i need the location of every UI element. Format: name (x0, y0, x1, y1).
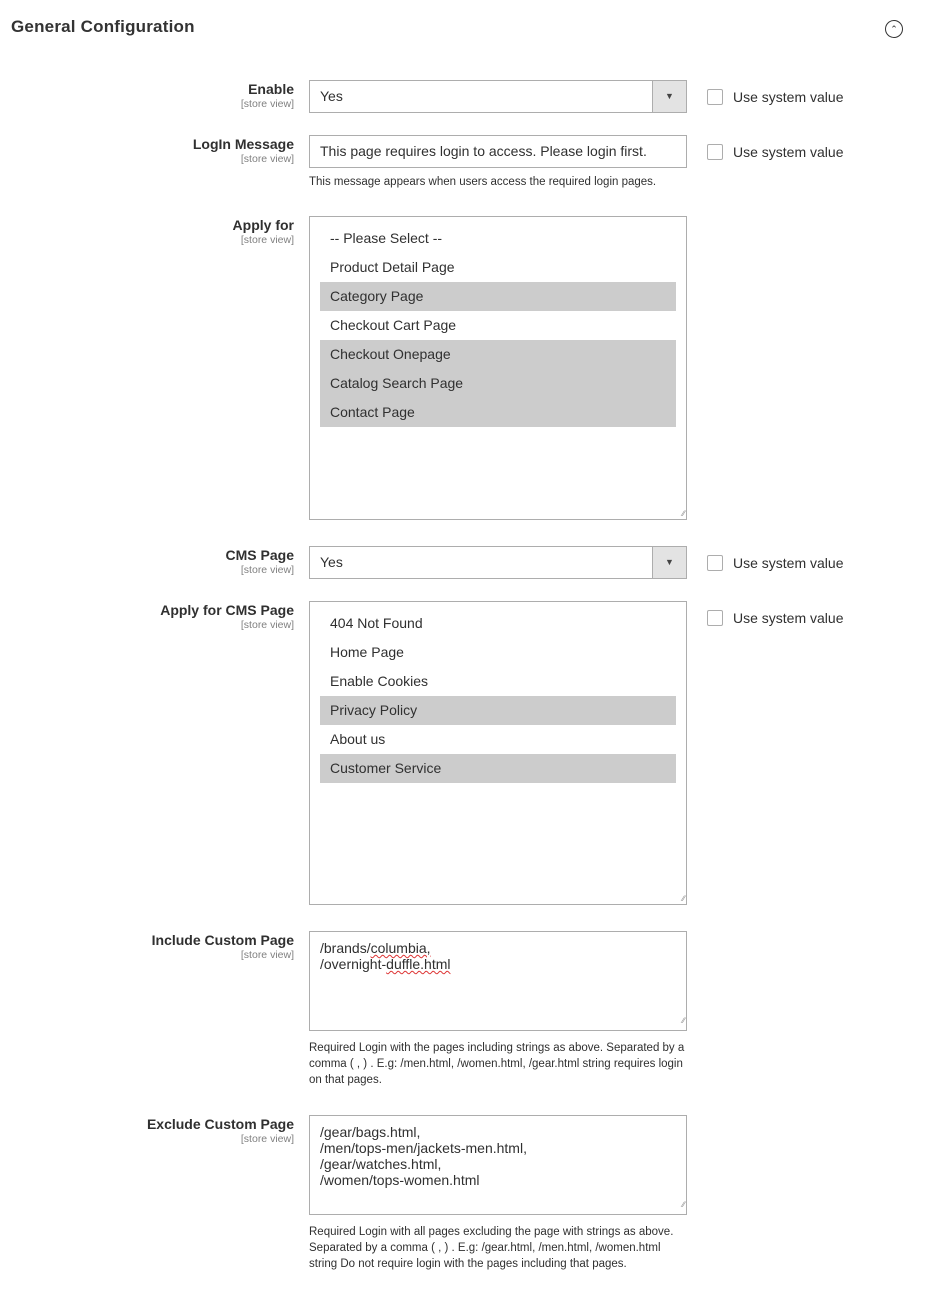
textarea-line: /gear/watches.html, (320, 1156, 442, 1172)
multiselect-option[interactable]: -- Please Select -- (330, 230, 443, 246)
multiselect-option[interactable]: Enable Cookies (330, 673, 429, 689)
label-text: Apply for (232, 217, 294, 233)
apply-for-multiselect[interactable] (309, 216, 687, 520)
include-custom-textarea[interactable] (309, 931, 687, 1031)
exclude-custom-note: Required Login with all pages excluding the page with strings as above. Separated by a comma ( , ) . E.g: /gear.html, /men.html, /women.html string Do not require login with the pages including that pages. (309, 1226, 674, 1270)
scope-text: [store view] (240, 564, 294, 576)
multiselect-option[interactable]: Customer Service (320, 754, 676, 783)
select-value: Yes (320, 554, 343, 570)
checkbox-box (707, 89, 723, 105)
checkbox-box (707, 555, 723, 571)
multiselect-option[interactable]: About us (330, 731, 386, 747)
enable-select[interactable] (309, 80, 687, 113)
login-message-label (193, 136, 294, 165)
include-custom-label (152, 932, 294, 961)
scope-text: [store view] (240, 1133, 294, 1145)
exclude-custom-label (147, 1116, 294, 1145)
multiselect-option[interactable]: Product Detail Page (330, 259, 455, 275)
checkbox-label: Use system value (733, 610, 844, 626)
multiselect-option[interactable]: Privacy Policy (320, 696, 676, 725)
resize-handle-icon[interactable]: ∕∕ (682, 509, 685, 518)
multiselect-option[interactable]: Home Page (330, 644, 404, 660)
apply-for-cms-label (160, 602, 294, 631)
resize-handle-icon[interactable]: ∕∕ (682, 1200, 685, 1209)
multiselect-option[interactable]: Checkout Onepage (320, 340, 676, 369)
include-custom-note: Required Login with the pages including strings as above. Separated by a comma ( , ) . E.g: /men.html, /women.html, /gear.html string requires login on that pages. (309, 1042, 685, 1086)
multiselect-option[interactable]: Catalog Search Page (320, 369, 676, 398)
checkbox-label: Use system value (733, 89, 844, 105)
misspelled-word: duffle.html (386, 956, 451, 972)
multiselect-option[interactable]: Category Page (320, 282, 676, 311)
label-text: Apply for CMS Page (160, 602, 294, 618)
section-title: General Configuration (11, 17, 195, 36)
scope-text: [store view] (240, 234, 294, 246)
dropdown-arrow-icon: ▼ (652, 81, 686, 112)
label-text: Include Custom Page (151, 932, 294, 948)
label-text: Exclude Custom Page (146, 1116, 294, 1132)
resize-handle-icon[interactable]: ∕∕ (682, 1016, 685, 1025)
textarea-line: /women/tops-women.html (320, 1172, 480, 1188)
scope-text: [store view] (240, 153, 294, 165)
collapse-chevron-up-icon[interactable]: ⌃ (885, 20, 903, 38)
scope-text: [store view] (240, 619, 294, 631)
resize-handle-icon[interactable]: ∕∕ (682, 894, 685, 903)
exclude-custom-textarea[interactable] (309, 1115, 687, 1215)
apply-for-cms-use-system-checkbox[interactable] (707, 610, 843, 626)
misspelled-word: columbia, (370, 940, 431, 956)
login-message-input[interactable]: This page requires login to access. Please login first. (309, 135, 687, 168)
label-text: Enable (248, 81, 294, 97)
enable-use-system-checkbox[interactable] (707, 89, 843, 105)
apply-for-label (233, 217, 294, 246)
multiselect-option[interactable]: Checkout Cart Page (330, 317, 457, 333)
select-value: Yes (320, 88, 343, 104)
dropdown-arrow-icon: ▼ (652, 547, 686, 578)
multiselect-option[interactable]: 404 Not Found (330, 615, 423, 631)
scope-text: [store view] (240, 949, 294, 961)
label-text: CMS Page (225, 547, 294, 563)
label-text: LogIn Message (192, 136, 294, 152)
apply-for-cms-multiselect[interactable] (309, 601, 687, 905)
login-message-use-system-checkbox[interactable] (707, 144, 843, 160)
textarea-line: /overnight-duffle.html (320, 956, 451, 972)
scope-text: [store view] (240, 98, 294, 110)
cms-page-select[interactable] (309, 546, 687, 579)
textarea-line: /gear/bags.html, (320, 1124, 421, 1140)
cms-page-use-system-checkbox[interactable] (707, 555, 843, 571)
cms-page-label (226, 547, 294, 576)
multiselect-option[interactable]: Contact Page (320, 398, 676, 427)
checkbox-label: Use system value (733, 555, 844, 571)
checkbox-box (707, 610, 723, 626)
textarea-line: /brands/columbia, (320, 940, 431, 956)
checkbox-box (707, 144, 723, 160)
enable-label (241, 81, 294, 110)
textarea-line: /men/tops-men/jackets-men.html, (320, 1140, 527, 1156)
login-message-note: This message appears when users access the required login pages. (309, 176, 657, 188)
checkbox-label: Use system value (733, 144, 844, 160)
